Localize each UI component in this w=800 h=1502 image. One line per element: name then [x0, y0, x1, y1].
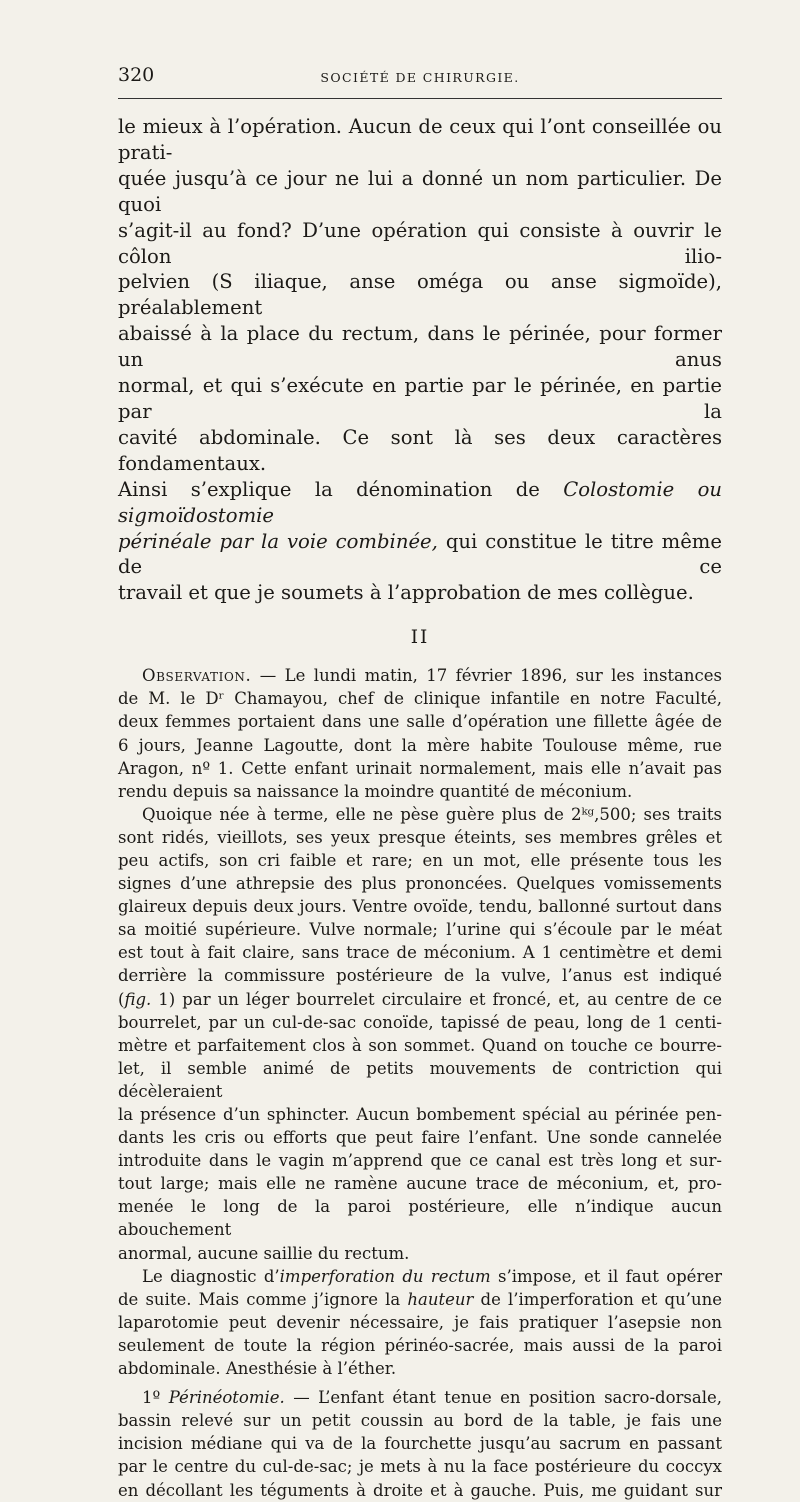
text-line: [118, 988, 722, 1011]
observation-text: [118, 664, 722, 1501]
text-line: incision médiane qui va de la fourchette jusqu’au sacrum en passant: [118, 1434, 722, 1454]
text-line: rendu depuis sa naissance la moindre quantité de méconium.: [118, 781, 633, 801]
text-line: [118, 1265, 722, 1288]
text-line: tout large; mais elle ne ramène aucune trace de méconium, et, pro-: [118, 1174, 722, 1194]
text-run: — Le lundi matin, 17 février 1896, sur les instances: [251, 666, 722, 686]
text-line: de M. le Dʳ Chamayou, chef de clinique infantile en notre Faculté,: [118, 689, 722, 709]
observation-label: Observation.: [142, 666, 252, 686]
text-run: 1) par un léger bourrelet circulaire et froncé, et, au centre de ce: [151, 989, 722, 1009]
text-line: 6 jours, Jeanne Lagoutte, dont la mère habite Toulouse même, rue: [118, 735, 722, 755]
text-line: s’agit-il au fond? D’une opération qui consiste à ouvrir le côlon ilio-: [118, 218, 722, 268]
text-line: Quoique née à terme, elle ne pèse guère plus de 2ᵏᵍ,500; ses traits: [142, 804, 722, 824]
text-line: bourrelet, par un cul-de-sac conoïde, tapissé de peau, long de 1 centi-: [118, 1012, 722, 1032]
text-line: anormal, aucune saillie du rectum.: [118, 1243, 410, 1263]
figure-ref: fig.: [124, 989, 152, 1009]
paragraph: [118, 664, 722, 687]
text-line: signes d’une athrepsie des plus prononcées. Quelques vomissements: [118, 874, 722, 894]
text-line: bassin relevé sur un petit coussin au bord de la table, je fais une: [118, 1411, 722, 1431]
text-line: travail et que je soumets à l’approbation de mes collègue.: [118, 581, 694, 605]
text-run: qui constitue le titre même de ce: [118, 529, 722, 579]
text-line: [118, 1386, 722, 1409]
text-line: quée jusqu’à ce jour ne lui a donné un nom particulier. De quoi: [118, 166, 722, 216]
text-line: [118, 664, 722, 687]
text-line: par le centre du cul-de-sac; je mets à nu la face postérieure du coccyx: [118, 1457, 722, 1477]
section-1-text: [118, 114, 722, 606]
text-run: — L’enfant étant tenue en position sacro-dorsale,: [284, 1388, 722, 1408]
running-title: SOCIÉTÉ DE CHIRURGIE.: [320, 70, 520, 85]
text-line: la présence d’un sphincter. Aucun bombement spécial au périnée pen-: [118, 1105, 722, 1124]
text-line: normal, et qui s’exécute en partie par le périnée, en partie par la: [118, 374, 722, 423]
text-run: (: [118, 989, 125, 1009]
text-run: s’impose, et il faut opérer: [490, 1266, 722, 1286]
text-line: dants les cris ou efforts que peut faire l’enfant. Une sonde cannelée: [118, 1128, 722, 1148]
text-line: [118, 477, 722, 529]
text-run: de suite. Mais comme j’ignore la: [118, 1289, 408, 1309]
text-line: cavité abdominale. Ce sont là ses deux caractères fondamentaux.: [118, 425, 722, 475]
text-run: Le diagnostic d’: [142, 1266, 280, 1286]
text-line: sont ridés, vieillots, ses yeux presque éteints, ses membres grêles et: [118, 827, 722, 847]
page: [118, 60, 722, 1502]
text-line: abaissé à la place du rectum, dans le périnée, pour former un anus: [118, 322, 722, 372]
text-line: le mieux à l’opération. Aucun de ceux qui l’ont conseillée ou prati-: [118, 115, 722, 164]
text-line: let, il semble animé de petits mouvements de contriction qui décèleraient: [118, 1058, 722, 1101]
page-header: [118, 60, 722, 90]
text-line: Aragon, nº 1. Cette enfant urinait normalement, mais elle n’avait pas: [118, 758, 722, 778]
title-italic: Colostomie ou sigmoïdostomie: [118, 477, 723, 527]
text-line: introduite dans le vagin m’apprend que ce canal est très long et sur-: [118, 1151, 722, 1171]
text-line: est tout à fait claire, sans trace de méconium. A 1 centimètre et demi: [118, 943, 722, 963]
text-line: en décollant les téguments à droite et à gauche. Puis, me guidant sur: [118, 1480, 722, 1500]
italic-term: imperforation du rectum: [279, 1266, 491, 1286]
text-line: laparotomie peut devenir nécessaire, je fais pratiquer l’asepsie non: [118, 1312, 722, 1332]
text-run: de l’imperforation et qu’une: [473, 1289, 722, 1309]
header-rule: [118, 98, 722, 99]
text-line: menée le long de la paroi postérieure, elle n’indique aucun abouchement: [118, 1197, 722, 1240]
page-number: 320: [118, 64, 155, 86]
text-line: sa moitié supérieure. Vulve normale; l’urine qui s’écoule par le méat: [118, 920, 722, 940]
text-line: deux femmes portaient dans une salle d’opération une fillette âgée de: [118, 712, 722, 732]
italic-term: Périnéotomie.: [168, 1388, 285, 1408]
italic-term: hauteur: [407, 1289, 474, 1309]
text-line: mètre et parfaitement clos à son sommet. Quand on touche ce bourre-: [118, 1035, 722, 1055]
text-line: abdominale. Anesthésie à l’éther.: [118, 1359, 397, 1379]
text-line: [118, 529, 722, 581]
title-italic: périnéale par la voie combinée,: [118, 529, 438, 553]
text-line: derrière la commissure postérieure de la vulve, l’anus est indiqué: [118, 966, 722, 986]
text-line: [118, 1288, 722, 1311]
text-line: pelvien (S iliaque, anse oméga ou anse sigmoïde), préalablement: [118, 270, 722, 320]
text-line: glaireux depuis deux jours. Ventre ovoïde, tendu, ballonné surtout dans: [118, 897, 722, 917]
text-run: Ainsi s’explique la dénomination de: [118, 477, 564, 501]
text-line: seulement de toute la région périnéo-sacrée, mais aussi de la paroi: [118, 1335, 722, 1355]
text-line: peu actifs, son cri faible et rare; en un mot, elle présente tous les: [118, 850, 722, 870]
section-heading: II: [410, 627, 430, 649]
text-run: 1º: [142, 1388, 169, 1408]
